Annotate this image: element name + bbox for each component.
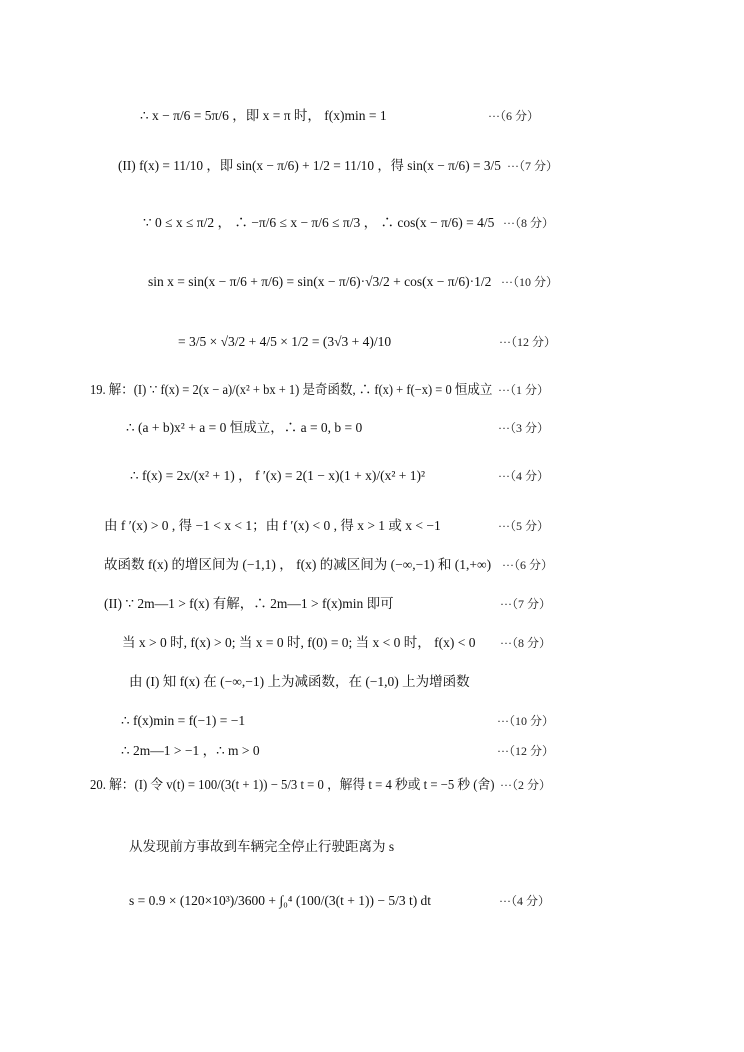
- line-8: [0, 467, 744, 483]
- score-mark: ···（3 分）: [498, 421, 549, 435]
- line-text: 20. 解：(I) 令 v(t) = 100/(3(t + 1)) − 5/3 t = 0 ，解得 t = 4 秒或 t = −5 秒 (舍): [90, 777, 495, 792]
- line-12: [0, 634, 744, 650]
- score-mark: ···（7 分）: [507, 159, 558, 173]
- line-15: [0, 742, 744, 758]
- line-text: ∴ f(x) = 2x/(x² + 1) ， f ′(x) = 2(1 − x)(1 + x)/(x² + 1)²: [130, 468, 426, 483]
- score-mark: ···（12 分）: [499, 335, 556, 349]
- line-text: ∴ (a + b)x² + a = 0 恒成立，∴ a = 0, b = 0: [126, 420, 363, 435]
- line-text: 由 (I) 知 f(x) 在 (−∞,−1) 上为减函数，在 (−1,0) 上为增函数: [129, 674, 470, 689]
- line-18: [0, 892, 744, 908]
- line-text: (II) f(x) = 11/10 ，即 sin(x − π/6) + 1/2 = 11/10 ，得 sin(x − π/6) = 3/5: [118, 158, 501, 173]
- line-6: [0, 381, 744, 397]
- score-mark: ···（5 分）: [498, 519, 549, 533]
- line-10: [0, 556, 744, 572]
- score-mark: ···（8 分）: [503, 216, 554, 230]
- line-14: [0, 712, 744, 728]
- line-text: 从发现前方事故到车辆完全停止行驶距离为 s: [129, 839, 395, 854]
- line-1: [0, 107, 744, 123]
- line-text: 故函数 f(x) 的增区间为 (−1,1) ， f(x) 的减区间为 (−∞,−1) 和 (1,+∞): [104, 557, 492, 572]
- line-17: [0, 838, 744, 854]
- score-mark: ···（1 分）: [498, 383, 549, 397]
- score-mark: ···（8 分）: [500, 636, 551, 650]
- line-text: ∴ 2m—1 > −1 ，∴ m > 0: [121, 743, 260, 758]
- line-3: [0, 214, 744, 230]
- line-text: sin x = sin(x − π/6 + π/6) = sin(x − π/6)·√3/2 + cos(x − π/6)·1/2: [148, 274, 492, 289]
- line-text: 当 x > 0 时, f(x) > 0; 当 x = 0 时, f(0) = 0; 当 x < 0 时， f(x) < 0: [122, 635, 476, 650]
- line-text: ∴ x − π/6 = 5π/6 ，即 x = π 时， f(x)min = 1: [140, 108, 387, 123]
- line-text: 由 f ′(x) > 0 , 得 −1 < x < 1；由 f ′(x) < 0 , 得 x > 1 或 x < −1: [104, 518, 441, 533]
- line-text: ∴ f(x)min = f(−1) = −1: [121, 713, 246, 728]
- line-text: (II) ∵ 2m—1 > f(x) 有解，∴ 2m—1 > f(x)min 即可: [104, 596, 394, 611]
- score-mark: ···（4 分）: [499, 894, 550, 908]
- score-mark: ···（6 分）: [488, 109, 539, 123]
- score-mark: ···（10 分）: [501, 275, 558, 289]
- line-text: 19. 解：(I) ∵ f(x) = 2(x − a)/(x² + bx + 1) 是奇函数, ∴ f(x) + f(−x) = 0 恒成立: [90, 382, 493, 397]
- line-7: [0, 419, 744, 435]
- line-5: [0, 333, 744, 349]
- score-mark: ···（12 分）: [497, 744, 554, 758]
- score-mark: ···（7 分）: [500, 597, 551, 611]
- line-13: [0, 673, 744, 689]
- line-text: = 3/5 × √3/2 + 4/5 × 1/2 = (3√3 + 4)/10: [178, 334, 392, 349]
- line-16: [0, 776, 744, 792]
- score-mark: ···（10 分）: [497, 714, 554, 728]
- line-text: ∵ 0 ≤ x ≤ π/2 ， ∴ −π/6 ≤ x − π/6 ≤ π/3 ， ∴ cos(x − π/6) = 4/5: [143, 215, 495, 230]
- score-mark: ···（6 分）: [502, 558, 553, 572]
- line-text: s = 0.9 × (120×10³)/3600 + ∫₀⁴ (100/(3(t + 1)) − 5/3 t) dt: [129, 893, 432, 908]
- score-mark: ···（4 分）: [498, 469, 549, 483]
- line-9: [0, 517, 744, 533]
- line-2: [0, 157, 744, 173]
- line-4: [0, 273, 744, 289]
- score-mark: ···（2 分）: [500, 778, 551, 792]
- line-11: [0, 595, 744, 611]
